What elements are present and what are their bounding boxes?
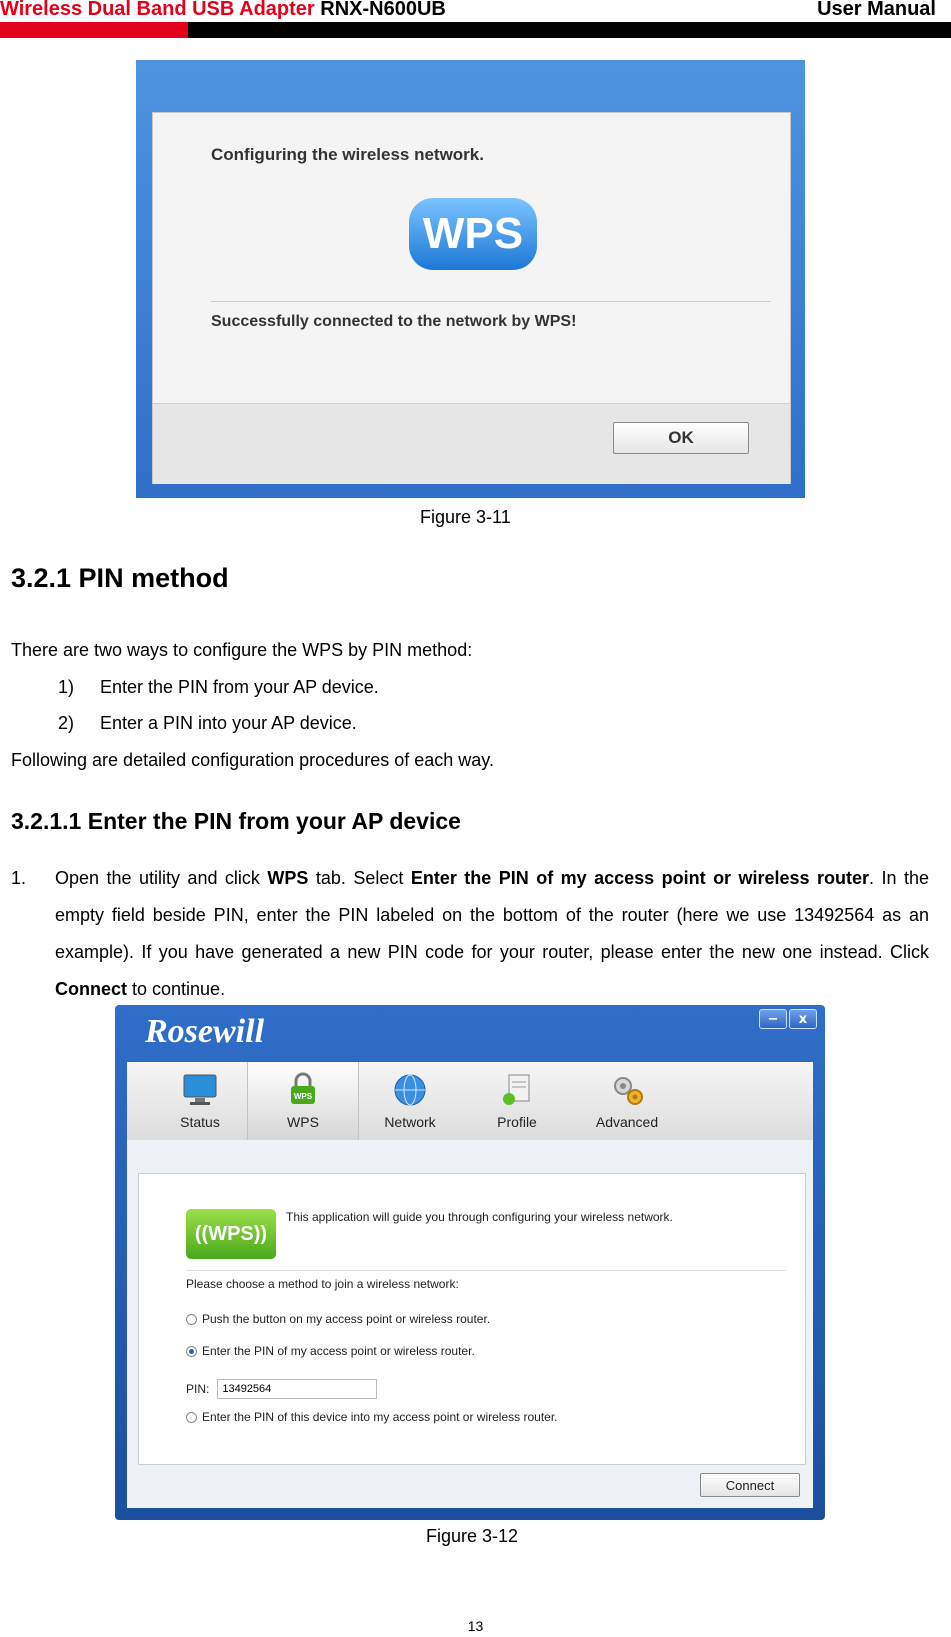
close-button[interactable]: x bbox=[789, 1009, 817, 1029]
wps-success-dialog bbox=[136, 60, 805, 498]
dialog-separator bbox=[211, 301, 771, 302]
radio-selected-icon bbox=[186, 1346, 197, 1357]
header-bar-black bbox=[188, 22, 951, 38]
tab-status[interactable] bbox=[145, 1062, 255, 1140]
rosewill-logo: Rosewill bbox=[145, 1013, 265, 1050]
page-header bbox=[0, 0, 951, 24]
section-heading: 3.2.1 PIN method bbox=[11, 563, 229, 593]
wps-intro-text: This application will guide you through configuring your wireless network. bbox=[286, 1210, 673, 1224]
tab-network[interactable] bbox=[355, 1062, 465, 1140]
pin-label: PIN: bbox=[186, 1382, 210, 1396]
section-intro: There are two ways to configure the WPS by PIN method: bbox=[11, 640, 473, 660]
wps-lock-icon bbox=[284, 1072, 322, 1108]
header-right: User Manual bbox=[817, 0, 936, 20]
way-2-num: 2) bbox=[58, 713, 75, 733]
page-number: 13 bbox=[467, 1618, 484, 1634]
step-1-text: Open the utility and click WPS tab. Select Enter the PIN of my access point or wireless router. In the empty field beside PIN, enter the PIN labeled on the bottom of the router (here we use 13492564 as an example). If you have generated a new PIN code for your router, please enter the new one instead. Click Connect to continue. bbox=[55, 868, 929, 999]
option-push-button[interactable]: Push the button on my access point or wireless router. bbox=[186, 1312, 490, 1326]
ok-button[interactable]: OK bbox=[613, 422, 749, 454]
step-1-number: 1. bbox=[11, 868, 27, 888]
figure-caption-2: Figure 3-12 bbox=[426, 1526, 519, 1546]
pin-input[interactable] bbox=[217, 1379, 377, 1399]
success-message: Successfully connected to the network by WPS! bbox=[211, 313, 577, 330]
wps-options-box bbox=[138, 1173, 806, 1465]
pin-row bbox=[186, 1379, 377, 1399]
svg-text:WPS: WPS bbox=[293, 1092, 313, 1101]
minimize-button[interactable]: − bbox=[759, 1009, 787, 1029]
gears-icon bbox=[608, 1072, 646, 1108]
tab-advanced-label: Advanced bbox=[595, 1114, 659, 1130]
wps-logo-icon: WPS bbox=[409, 198, 537, 270]
figure-caption-1: Figure 3-11 bbox=[420, 507, 511, 527]
tab-profile-label: Profile bbox=[497, 1114, 537, 1130]
header-model: RNX-N600UB bbox=[320, 0, 446, 20]
tab-wps-label: WPS bbox=[287, 1114, 319, 1130]
dialog-footer bbox=[153, 403, 790, 484]
dialog-body bbox=[152, 112, 791, 484]
header-title: Wireless Dual Band USB Adapter RNX-N600UB bbox=[0, 0, 446, 20]
header-bar-red bbox=[0, 22, 188, 38]
tab-profile[interactable] bbox=[462, 1062, 572, 1140]
radio-icon bbox=[186, 1314, 197, 1325]
window-controls bbox=[757, 1009, 817, 1029]
step-1 bbox=[11, 860, 929, 1008]
tab-advanced[interactable] bbox=[572, 1062, 682, 1140]
globe-icon bbox=[391, 1072, 429, 1108]
tab-wps[interactable] bbox=[247, 1062, 359, 1140]
options-divider bbox=[186, 1270, 786, 1271]
radio-icon bbox=[186, 1412, 197, 1423]
wps-panel bbox=[127, 1140, 813, 1508]
subsection-heading: 3.2.1.1 Enter the PIN from your AP device bbox=[11, 808, 461, 834]
wps-badge-icon: ((WPS)) bbox=[186, 1209, 276, 1259]
configuring-message: Configuring the wireless network. bbox=[211, 145, 484, 164]
way-2-text: Enter a PIN into your AP device. bbox=[100, 713, 357, 733]
main-toolbar bbox=[127, 1062, 813, 1140]
tab-status-label: Status bbox=[180, 1114, 220, 1130]
connect-button[interactable]: Connect bbox=[700, 1473, 800, 1497]
section-after: Following are detailed configuration procedures of each way. bbox=[11, 750, 494, 770]
rosewill-utility-window bbox=[115, 1005, 825, 1520]
tab-network-label: Network bbox=[384, 1114, 436, 1130]
option-enter-device-pin[interactable]: Enter the PIN of this device into my access point or wireless router. bbox=[186, 1410, 558, 1424]
choose-method-label: Please choose a method to join a wireless network: bbox=[186, 1277, 459, 1291]
monitor-icon bbox=[181, 1072, 219, 1108]
way-1-text: Enter the PIN from your AP device. bbox=[100, 677, 379, 697]
profile-icon bbox=[498, 1072, 536, 1108]
way-1-num: 1) bbox=[58, 677, 75, 697]
option-enter-ap-pin[interactable]: Enter the PIN of my access point or wireless router. bbox=[186, 1344, 475, 1358]
